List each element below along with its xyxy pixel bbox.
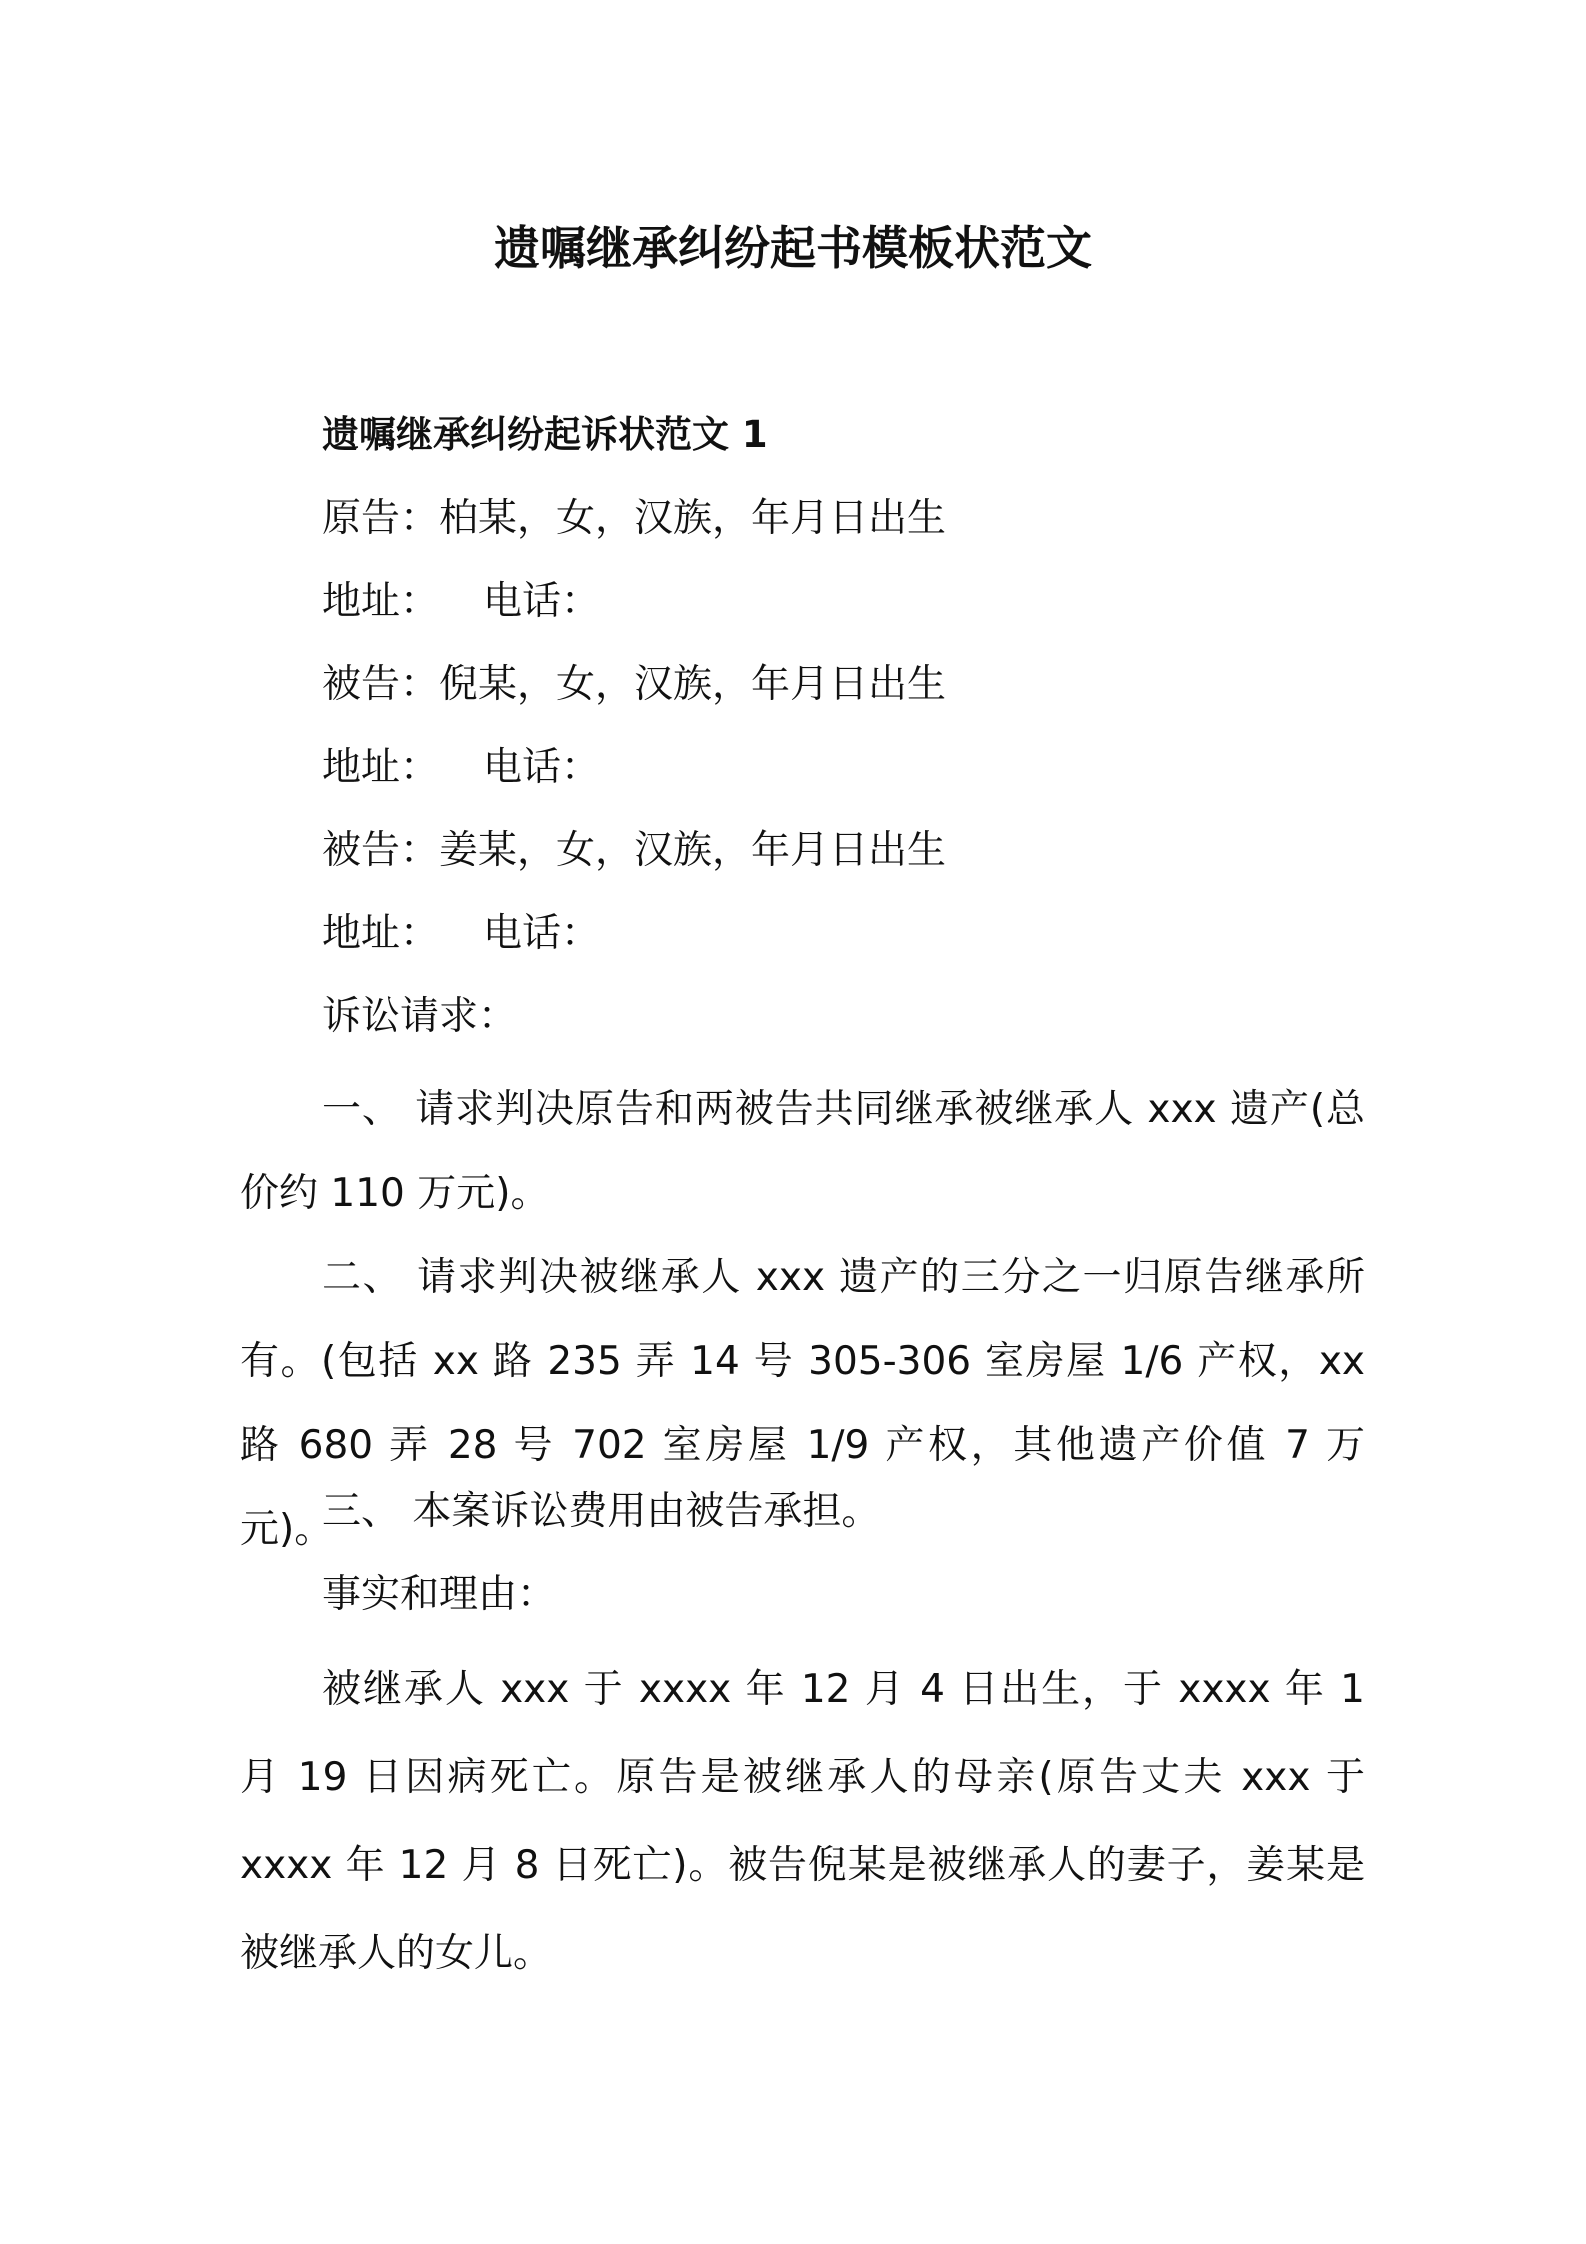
address-label: 地址： [322,745,440,790]
claim-item-3: 三、 本案诉讼费用由被告承担。 [322,1489,881,1534]
section-subtitle: 遗嘱继承纠纷起诉状范文 1 [322,413,768,456]
document-title: 遗嘱继承纠纷起书模板状范文 [494,221,1092,275]
defendant-1-contact-line [322,743,600,793]
claim-item-1: 一、 请求判决原告和两被告共同继承被继承人 xxx 遗产(总价约 110 万元)。 [240,1087,1365,1216]
facts-heading: 事实和理由： [322,1572,557,1617]
plaintiff-contact-line [322,577,600,627]
phone-label: 电话： [483,745,601,790]
phone-label: 电话： [483,911,601,956]
defendant-2-line: 被告：姜某，女，汉族，年月日出生 [322,828,947,873]
defendant-2-contact-line [322,909,600,959]
address-label: 地址： [322,579,440,624]
address-label: 地址： [322,911,440,956]
defendant-1-line: 被告：倪某，女，汉族，年月日出生 [322,662,947,707]
plaintiff-line: 原告：柏某，女，汉族，年月日出生 [322,496,947,541]
claim-item-2: 二、 请求判决被继承人 xxx 遗产的三分之一归原告继承所有。(包括 xx 路 235 弄 14 号 305-306 室房屋 1/6 产权，xx 路 680 弄 28 号 702 室房屋 1/9 产权，其他遗产价值 7 万元)。 [240,1255,1365,1552]
facts-paragraph: 被继承人 xxx 于 xxxx 年 12 月 4 日出生，于 xxxx 年 1 月 19 日因病死亡。原告是被继承人的母亲(原告丈夫 xxx 于 xxxx 年 12 月 8 日死亡)。被告倪某是被继承人的妻子，姜某是被继承人的女儿。 [240,1667,1365,1976]
claims-heading: 诉讼请求： [322,994,518,1039]
phone-label: 电话： [483,579,601,624]
